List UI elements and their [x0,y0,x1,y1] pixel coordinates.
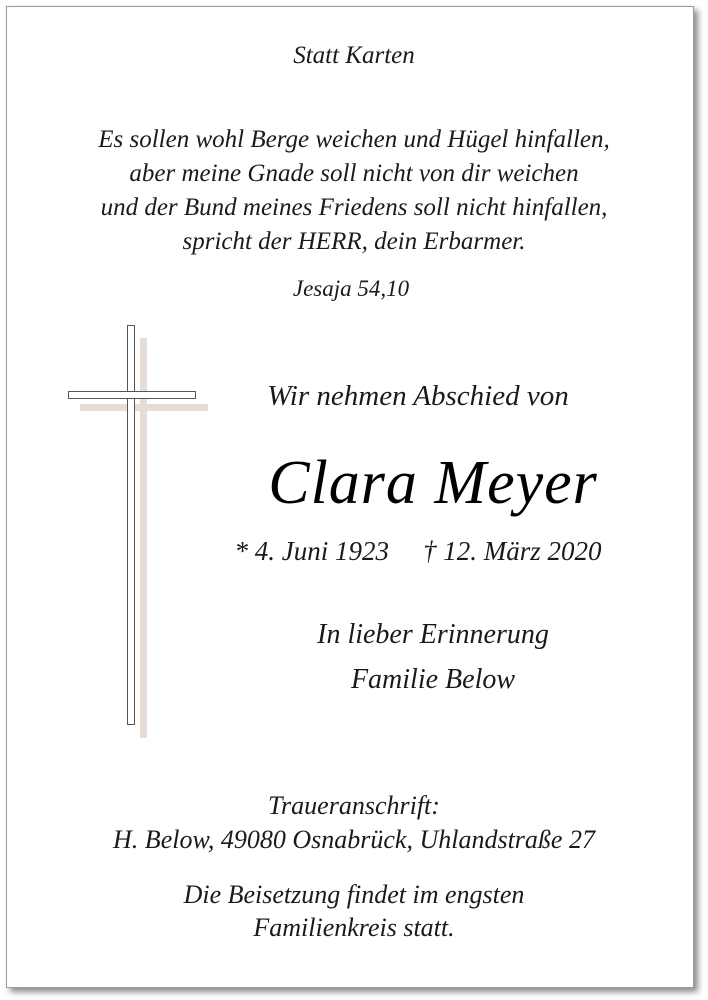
death-date: † 12. März 2020 [422,536,602,566]
farewell-intro: Wir nehmen Abschied von [267,380,569,412]
address-label: Traueranschrift: [268,791,440,820]
burial-line-1: Die Beisetzung findet im engsten [183,880,525,909]
verse-line-4: spricht der HERR, dein Erbarmer. [182,228,526,255]
burial-line-2: Familienkreis statt. [253,913,455,942]
family-name: Familie Below [350,664,516,695]
verse-line-2: aber meine Gnade soll nicht von dir weichen [129,160,579,187]
address-value: H. Below, 49080 Osnabrück, Uhlandstraße 27 [113,825,595,854]
life-dates [128,536,708,567]
memory-line: In lieber Erinnerung [317,619,549,650]
verse-line-1: Es sollen wohl Berge weichen und Hügel hinfallen, [98,126,610,153]
deceased-name: Clara Meyer [268,449,598,517]
verse-source: Jesaja 54,10 [292,276,410,301]
verse-line-3: und der Bund meines Friedens soll nicht hinfallen, [100,194,608,221]
birth-date: * 4. Juni 1923 [234,536,389,566]
header-text: Statt Karten [293,42,415,69]
